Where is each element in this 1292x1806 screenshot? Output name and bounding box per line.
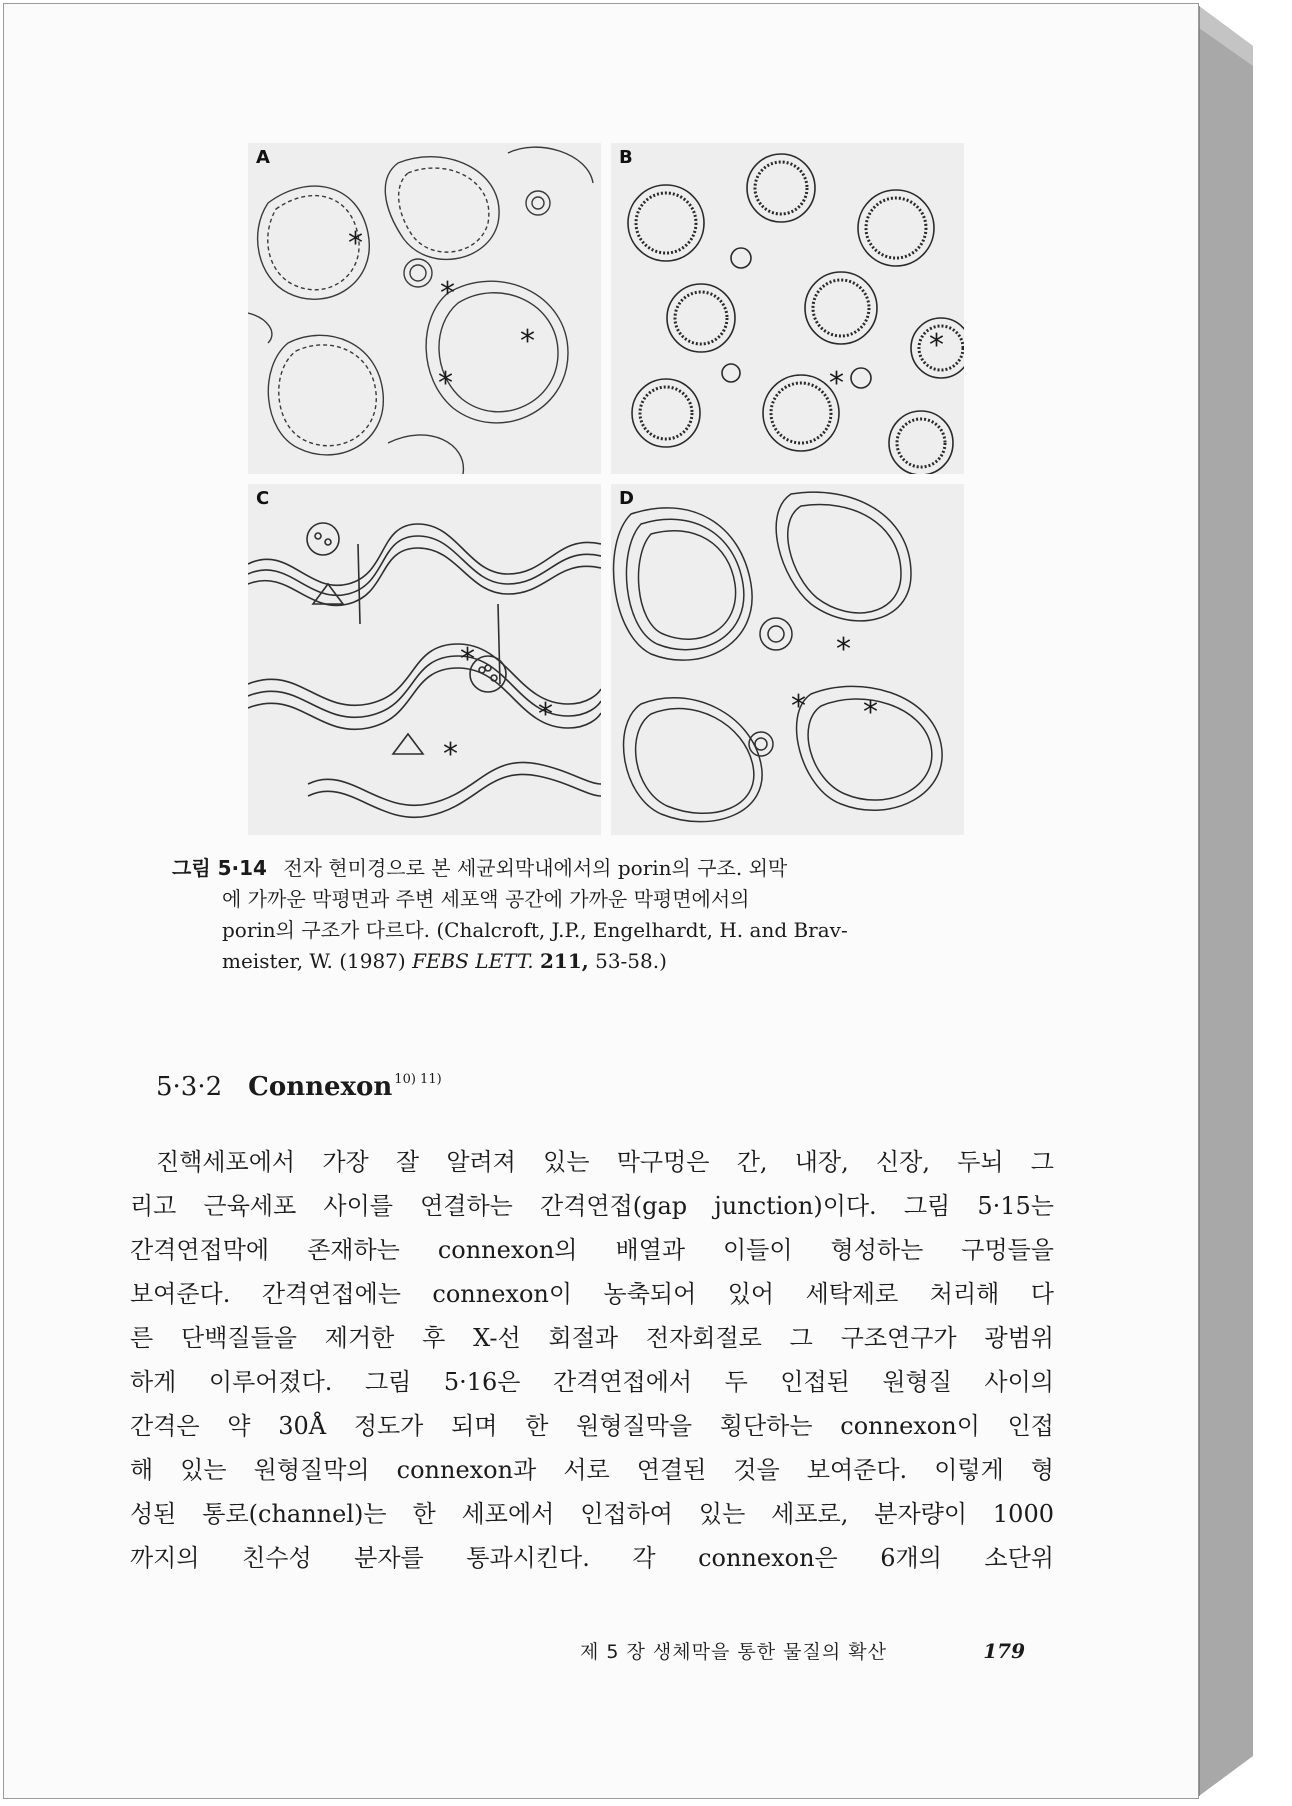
asterisk-mark: *	[836, 632, 851, 667]
section-references: 10) 11)	[394, 1072, 442, 1087]
asterisk-mark: *	[348, 226, 363, 261]
panel-label-d: D	[619, 488, 634, 509]
asterisk-mark: *	[538, 697, 553, 732]
panel-label-a: A	[256, 147, 270, 168]
contour-map-b	[611, 143, 964, 474]
caption-journal: FEBS LETT.	[412, 949, 534, 973]
caption-reference: (Chalcroft, J.P., Engelhardt, H. and Brav-	[436, 918, 848, 942]
body-line: 성된 통로(channel)는 한 세포에서 인접하여 있는 세포로, 분자량이 1000	[130, 1500, 1054, 1528]
body-line: 까지의 친수성 분자를 통과시킨다. 각 connexon은 6개의 소단위	[130, 1544, 1054, 1572]
body-line: 리고 근육세포 사이를 연결하는 간격연접(gap junction)이다. 그림 5·15는	[130, 1192, 1054, 1220]
figure-caption	[172, 853, 1014, 977]
caption-text-3: porin의 구조가 다르다.	[222, 918, 430, 942]
section-heading	[156, 1072, 442, 1102]
asterisk-mark: *	[929, 328, 944, 363]
panel-label-b: B	[619, 147, 633, 168]
caption-pages: 53-58.)	[595, 949, 667, 973]
running-footer-chapter: 제 5 장 생체막을 통한 물질의 확산	[580, 1641, 887, 1663]
body-line: 간격연접막에 존재하는 connexon의 배열과 이들이 형성하는 구멍들을	[130, 1236, 1054, 1264]
figure-panel-c	[248, 484, 601, 835]
asterisk-mark: *	[443, 737, 458, 772]
caption-text-1: 전자 현미경으로 본 세균외막내에서의 porin의 구조. 외막	[283, 856, 788, 880]
body-line: 해 있는 원형질막의 connexon과 서로 연결된 것을 보여준다. 이렇게 형	[130, 1456, 1054, 1484]
figure-panel-a	[248, 143, 601, 474]
body-line: 보여준다. 간격연접에는 connexon이 농축되어 있어 세탁제로 처리해 다	[130, 1280, 1054, 1308]
section-number: 5·3·2	[156, 1072, 223, 1102]
body-line: 른 단백질들을 제거한 후 X-선 회절과 전자회절로 그 구조연구가 광범위	[130, 1324, 1054, 1352]
asterisk-mark: *	[829, 366, 844, 401]
body-paragraph	[130, 1140, 1054, 1580]
caption-label: 그림 5·14	[172, 856, 267, 880]
asterisk-mark: *	[460, 642, 475, 677]
body-line: 진핵세포에서 가장 잘 알려져 있는 막구멍은 간, 내장, 신장, 두뇌 그	[156, 1148, 1054, 1176]
asterisk-mark: *	[520, 324, 535, 359]
asterisk-mark: *	[440, 276, 455, 311]
contour-map-a	[248, 143, 601, 474]
caption-authors: meister, W. (1987)	[222, 949, 406, 973]
caption-volume: 211,	[540, 949, 589, 973]
asterisk-mark: *	[438, 366, 453, 401]
asterisk-mark: *	[791, 689, 806, 724]
contour-map-d	[611, 484, 964, 835]
caption-line-4	[172, 946, 1014, 977]
porin-figure	[248, 143, 964, 835]
asterisk-mark: *	[863, 695, 878, 730]
page-footer	[580, 1637, 1025, 1664]
caption-line-1	[172, 853, 1014, 884]
caption-line-3	[172, 915, 1014, 946]
panel-label-c: C	[256, 488, 270, 509]
caption-line-2: 에 가까운 막평면과 주변 세포액 공간에 가까운 막평면에서의	[222, 887, 750, 911]
figure-panel-d	[611, 484, 964, 835]
body-line: 간격은 약 30Å 정도가 되며 한 원형질막을 횡단하는 connexon이 인접	[130, 1412, 1054, 1440]
page-number: 179	[983, 1639, 1025, 1663]
contour-map-c	[248, 484, 601, 835]
book-spine-edge	[1199, 6, 1253, 1796]
body-line: 하게 이루어졌다. 그림 5·16은 간격연접에서 두 인접된 원형질 사이의	[130, 1368, 1054, 1396]
figure-panel-b	[611, 143, 964, 474]
section-title: Connexon	[248, 1072, 393, 1102]
